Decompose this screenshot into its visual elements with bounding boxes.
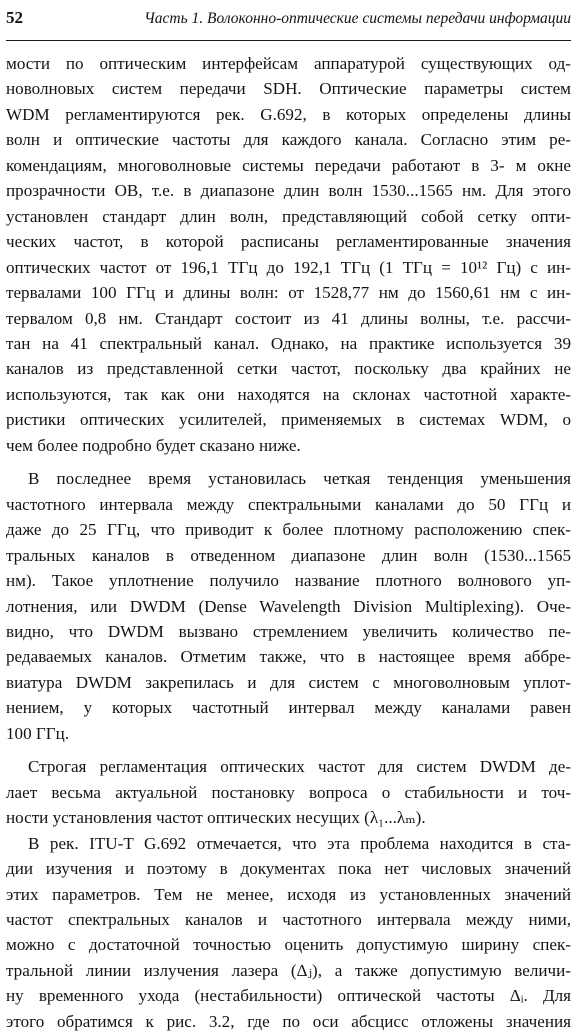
text-line: чем более подробно будет сказано ниже. — [6, 435, 301, 455]
text-line: этого обратимся к рис. 3.2, где по оси абсцисс отложены значения — [6, 1011, 571, 1031]
text-line: даже до 25 ГГц, что приводит к более плотному расположению спек- — [6, 520, 571, 540]
text-line: ческих частот, в которой расписаны регламентированные значения — [6, 232, 571, 252]
text-line: ну временного ухода (нестабильности) оптической частоты Δᵢ. Для — [6, 986, 571, 1006]
text-line: частот спектральных каналов и частотного интервала между ними, — [6, 909, 571, 929]
text-line: каналов из представленной сетки частот, поскольку два крайних не — [6, 359, 571, 379]
text-line: волн и оптические частоты для каждого канала. Согласно этим ре- — [6, 130, 571, 150]
running-header — [6, 6, 571, 41]
text-line: используются, так как они находятся на склонах частотной характе- — [6, 384, 571, 404]
paragraph-1 — [6, 51, 571, 458]
text-line: В последнее время установилась четкая тенденция уменьшения — [28, 469, 571, 489]
text-line: виатура DWDM закрепилась и для систем с многоволновым уплот- — [6, 672, 571, 692]
text-line: WDM регламентируются рек. G.692, в которых определены длины — [6, 104, 571, 124]
text-line: ности установления частот оптических несущих (λ₁...λₘ). — [6, 808, 426, 828]
page-number: 52 — [6, 8, 23, 27]
text-line: Строгая регламентация оптических частот для систем DWDM де- — [28, 757, 571, 777]
text-line: тервалом 0,8 нм. Стандарт состоит из 41 длины волны, т.е. рассчи- — [6, 308, 571, 328]
text-line: комендациям, многоволновые системы передачи работают в 3- м окне — [6, 155, 571, 175]
text-line: мости по оптическим интерфейсам аппаратурой существующих од- — [6, 54, 571, 73]
running-header-title: Часть 1. Волоконно-оптические системы передачи информации — [144, 10, 571, 27]
text-line: редаваемых каналов. Отметим также, что в настоящее время аббре- — [6, 647, 571, 667]
text-line: тральных каналов в отведенном диапазоне длин волн (1530...1565 — [6, 545, 571, 565]
text-line: этих параметров. Тем не менее, исходя из установленных значений — [6, 884, 571, 904]
text-line: установлен стандарт длин волн, представляющий собой сетку опти- — [6, 206, 571, 226]
text-line: можно с достаточной точностью оценить допустимую ширину спек- — [6, 935, 571, 955]
text-line: тральной линии излучения лазера (Δⱼ), а также допустимую величи- — [6, 960, 571, 980]
text-line: тервалами 100 ГГц и длины волн: от 1528,77 нм до 1560,61 нм с ин- — [6, 283, 571, 303]
text-line: нением, у которых частотный интервал между каналами равен — [6, 698, 571, 718]
paragraph-3 — [6, 754, 571, 830]
text-line: 100 ГГц. — [6, 723, 70, 743]
text-line: лает весьма актуальной постановку вопроса о стабильности и точ- — [6, 782, 571, 802]
text-line: прозрачности ОВ, т.е. в диапазоне длин волн 1530...1565 нм. Для этого — [6, 181, 571, 201]
text-line: оптических частот от 196,1 ТГц до 192,1 ТГц (1 ТГц = 10¹² Гц) с ин- — [6, 257, 571, 277]
text-line: дии изучения и поэтому в документах пока нет числовых значений — [6, 859, 571, 879]
text-line: В рек. ITU-T G.692 отмечается, что эта проблема находится в ста- — [28, 833, 571, 853]
text-line: новолновых систем передачи SDH. Оптические параметры систем — [6, 79, 571, 99]
text-line: нм). Такое уплотнение получило название плотного волнового уп- — [6, 571, 571, 591]
text-line: видно, что DWDM вызвано стремлением увеличить количество пе- — [6, 621, 571, 641]
text-line: ристики оптических усилителей, применяемых в системах WDM, о — [6, 410, 571, 430]
body-text — [6, 51, 571, 1034]
paragraph-2 — [6, 466, 571, 746]
text-line: тан на 41 спектральный канал. Однако, на практике используется 39 — [6, 333, 571, 353]
paragraph-4 — [6, 831, 571, 1034]
text-line: частотного интервала между спектральными каналами до 50 ГГц и — [6, 494, 571, 514]
text-line: лотнения, или DWDM (Dense Wavelength Division Multiplexing). Оче- — [6, 596, 571, 616]
